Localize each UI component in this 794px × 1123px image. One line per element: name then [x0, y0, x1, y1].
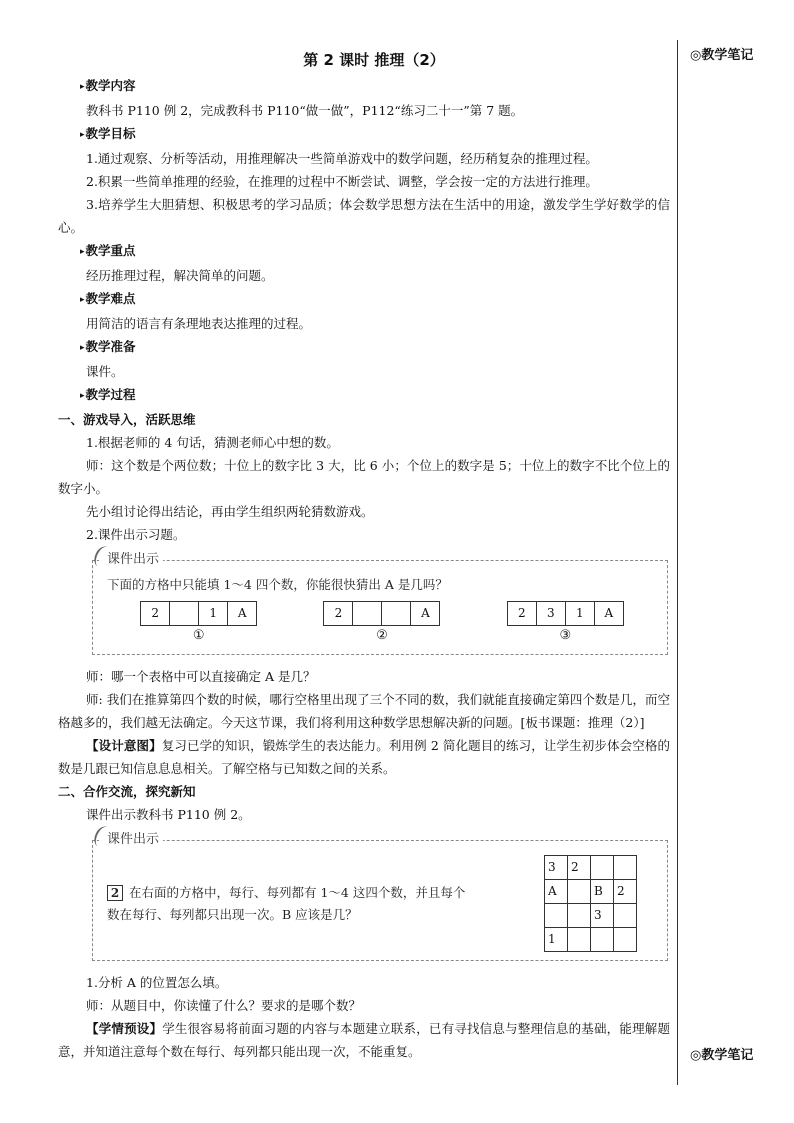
grid-cell: 1: [199, 602, 228, 626]
arrow-icon: ▸: [80, 391, 85, 401]
heading-text: 教学难点: [85, 291, 136, 306]
courseware-box-1: [92, 552, 668, 655]
design-intent-label: 【设计意图】: [86, 738, 162, 753]
grid-cell: 2: [141, 602, 170, 626]
example-2: [107, 855, 657, 952]
content-text: 教科书 P110 例 2，完成教科书 P110“做一做”，P112“练习二十一”第 7 题。: [86, 103, 524, 118]
goal-item-2: 2.积累一些简单推理的经验，在推理的过程中不断尝试、调整，学会按一定的方法进行推理。: [86, 174, 598, 189]
section-heading-difficulty: [58, 287, 670, 312]
heading-text: 教学过程: [85, 387, 136, 402]
grid-3: [507, 601, 624, 646]
design-intent: [58, 734, 670, 780]
goal-item-1: 1.通过观察、分析等活动，用推理解决一些简单游戏中的数学问题，经历稍复杂的推理过程。: [86, 151, 598, 166]
heading-text: 教学目标: [85, 126, 136, 141]
section-heading-goals: [58, 122, 670, 147]
section-heading-prep: [58, 335, 670, 360]
sudoku-grid: [544, 855, 637, 952]
grid-mark: ②: [376, 628, 388, 643]
lesson-plan-body: [58, 46, 670, 1063]
part2-paragraph-3: 师：从题目中，你读懂了什么？要求的是哪个数？: [86, 998, 362, 1013]
exercise-question: 下面的方格中只能填 1～4 四个数，你能很快猜出 A 是几吗？: [107, 577, 448, 592]
heading-text: 教学重点: [85, 243, 136, 258]
section-heading-key-points: [58, 239, 670, 264]
grid-cell: [170, 602, 199, 626]
arrow-icon: ▸: [80, 343, 85, 353]
arrow-icon: ▸: [80, 295, 85, 305]
part2-paragraph-2: 1.分析 A 的位置怎么填。: [86, 975, 228, 990]
grid-cell: 1: [545, 928, 568, 952]
example-2-question-text: 在右面的方格中，每行、每列都有 1～4 这四个数，并且每个数在每行、每列都只出现一次。B 应该是几？: [107, 884, 466, 922]
grid-cell: 2: [507, 602, 536, 626]
grid-cell: A: [545, 880, 568, 904]
grid-cell: [568, 880, 591, 904]
grid-cell: B: [591, 880, 614, 904]
grid-cell: 2: [324, 602, 353, 626]
part1-paragraph-6: 师: 我们在推算第四个数的时候，哪行空格里出现了三个不同的数，我们就能直接确定第四个数是几，而空格越多的，我们越无法确定。今天这节课，我们将利用这种数学思想解决新的问题。[板书课题：推理（2）]: [58, 692, 670, 730]
grid-cell: [353, 602, 382, 626]
grid-cell: [568, 904, 591, 928]
example-number-badge: 2: [107, 885, 123, 901]
heading-text: 教学准备: [85, 339, 136, 354]
sidebar-note-bottom: ◎教学笔记: [690, 1048, 754, 1063]
prep-text: 课件。: [86, 364, 124, 379]
grid-mark: ①: [192, 628, 205, 643]
part2-heading: 二、合作交流，探究新知: [58, 784, 196, 799]
section-heading-content: [58, 74, 670, 99]
key-points-text: 经历推理过程，解决简单的问题。: [86, 268, 274, 283]
grid-cell: 2: [568, 856, 591, 880]
goal-item-3: 3.培养学生大胆猜想、积极思考的学习品质；体会数学思想方法在生活中的用途，激发学生学好数学的信心。: [58, 197, 670, 235]
student-preview: [58, 1017, 670, 1063]
student-preview-text: 学生很容易将前面习题的内容与本题建立联系，已有寻找信息与整理信息的基础，能理解题意，并知道注意每个数在每行、每列都只能出现一次，不能重复。: [58, 1021, 670, 1059]
grid-cell: [545, 904, 568, 928]
exercise-grids: [107, 601, 657, 646]
student-preview-label: 【学情预设】: [86, 1021, 163, 1036]
grid-cell: [591, 928, 614, 952]
grid-cell: 3: [591, 904, 614, 928]
part1-paragraph-5: 师：哪一个表格中可以直接确定 A 是几？: [86, 669, 316, 684]
grid-cell: [591, 856, 614, 880]
grid-cell: [568, 928, 591, 952]
arrow-icon: ▸: [80, 247, 85, 257]
grid-mark: ③: [559, 628, 572, 643]
courseware-label: [99, 548, 163, 571]
design-intent-text: 复习已学的知识，锻炼学生的表达能力。利用例 2 简化题目的练习，让学生初步体会空格的数是几跟已知信息息息相关。了解空格与已知数之间的关系。: [58, 738, 670, 776]
grid-cell: A: [594, 602, 623, 626]
grid-cell: [614, 928, 637, 952]
part1-heading: 一、游戏导入，活跃思维: [58, 412, 196, 427]
courseware-label-text: 课件出示: [107, 832, 160, 847]
section-heading-process: [58, 383, 670, 408]
example-2-question: [107, 882, 467, 926]
grid-cell: A: [411, 602, 440, 626]
part1-paragraph-4: 2.课件出示习题。: [86, 527, 186, 542]
part1-paragraph-2: 师：这个数是个两位数；十位上的数字比 3 大，比 6 小；个位上的数字是 5；十位上的数字不比个位上的数字小。: [58, 458, 670, 496]
grid-cell: 3: [536, 602, 565, 626]
page-title: 第 2 课时 推理（2）: [303, 51, 445, 69]
heading-text: 教学内容: [85, 78, 136, 93]
grid-cell: [382, 602, 411, 626]
part2-paragraph-1: 课件出示教科书 P110 例 2。: [86, 807, 251, 822]
arrow-icon: ▸: [80, 130, 85, 140]
grid-cell: [614, 856, 637, 880]
grid-1: [140, 601, 257, 646]
grid-cell: 3: [545, 856, 568, 880]
courseware-box-2: [92, 832, 668, 961]
courseware-label-text: 课件出示: [107, 552, 160, 567]
part1-paragraph-3: 先小组讨论得出结论，再由学生组织两轮猜数游戏。: [86, 504, 374, 519]
part1-paragraph-1: 1.根据老师的 4 句话，猜测老师心中想的数。: [86, 435, 339, 450]
grid-cell: A: [228, 602, 257, 626]
sidebar-note-top: ◎教学笔记: [690, 48, 754, 63]
grid-2: [323, 601, 440, 646]
grid-cell: 1: [565, 602, 594, 626]
difficulty-text: 用简洁的语言有条理地表达推理的过程。: [86, 316, 312, 331]
arrow-icon: ▸: [80, 82, 85, 92]
margin-divider-line: [677, 40, 678, 1085]
courseware-label: [99, 828, 163, 851]
grid-cell: [614, 904, 637, 928]
grid-cell: 2: [614, 880, 637, 904]
